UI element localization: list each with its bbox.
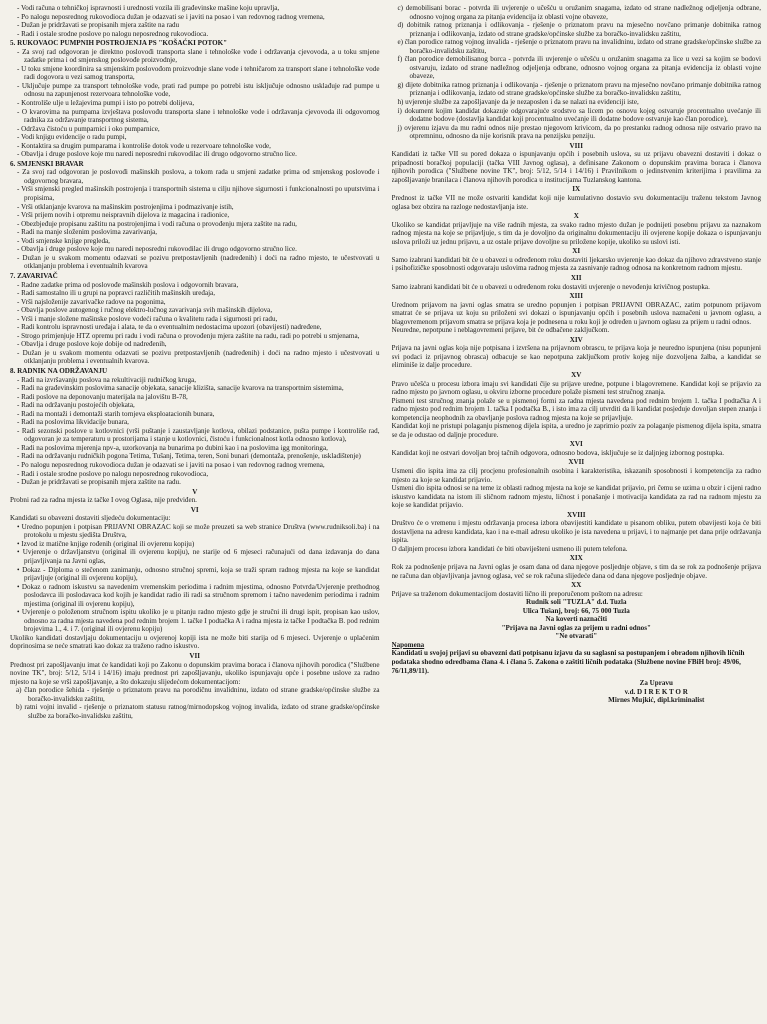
list-item: d) dobitnik ratnog priznanja i odlikovanja - rješenje o priznatom pravu na mjesečno novčano primanje dobitnika ratnog priznanja i odlikovanja, izdato od strane gradske/općinske službe za boračko-invalidsku zaštitu,	[397, 21, 761, 38]
address-line: Rudnik soli "TUZLA" d.d. Tuzla	[525, 598, 627, 607]
list-item: - Vodi računa o tehničkoj ispravnosti i urednosti vozila ili građevinske mašine koju upravlja,	[17, 4, 280, 12]
list-item: - Uključuje pumpe za transport tehnološke vode, prati rad pumpe po potrebi istu isključuje odnosno usklađuje rad pumpe u odnosu na zapunjenost rezervoara tehnološke vode,	[17, 81, 380, 99]
list-item: a) član porodice šehida - rješenje o priznatom pravu na porodičnu invalidninu, izdato od strane gradske/općinske službe za boračko-invalidsku zaštitu,	[16, 686, 380, 703]
list-item: - Vodi smjenske knjige pregleda,	[17, 236, 110, 245]
list-item: - Održava čistoću u pumparnici i oko pumparnice,	[17, 124, 160, 133]
list-item: • Izvod iz matične knjige rođenih (original ili ovjerenu kopiju)	[17, 539, 195, 548]
roman-numeral-heading: VI	[190, 505, 199, 514]
list-item: - Radne zadatke prima od poslovođe mašinskih poslova i odgovornih bravara,	[17, 280, 239, 289]
list-item: • Dokaz o radnom iskustvu sa navedenim vremenskim periodima i radnim mjestima, odnosno Potvrda/Uvjerenje prethodnog poslodavca ili poslodavaca kod kojih je kandidat radio ili radi sa stručnom spremom i tačno navedenim periodima i radnim mjestima (original ili ovjerenu kopiju),	[17, 582, 380, 608]
list-item: - Radi sezonski poslove u kotlovnici (vrši puštanje i zaustavljanje kotlova, obilazi podstanice, pušta pumpe i kontroliše rad, odgovoran je za temperaturu u prostorijama i stanje u kotlovnici, čistoću i funkcionalnost kotla odnosno kotlova),	[17, 426, 380, 444]
roman-numeral-heading: XIV	[569, 335, 583, 344]
address-line: Na koverti naznačiti	[545, 615, 607, 624]
paragraph: Kandidat koji ne ostvari dovoljan broj tačnih odgovora, odnosno bodova, isključuje se iz daljnjeg izbornog postupka.	[391, 448, 725, 457]
roman-numeral-heading: XVIII	[566, 510, 586, 519]
section-heading: 7. ZAVARIVAČ	[10, 271, 58, 280]
list-item: - Radi kontrolu ispravnosti uređaja i alata, te da o eventualnim nedostacima upozori (obavijesti) nadređene,	[17, 323, 322, 332]
list-item: - Kontroliše ulje u ležajevima pumpi i isto po potrebi dolijeva,	[17, 99, 195, 108]
paragraph: Urednom prijavom na javni oglas smatra se uredno popunjen i potpisan PRIJAVNI OBRAZAC, zatim potpunom prijavom smatrat će se prijava uz koju su priloženi svi dokazi o ispunjavanju općih i posebnih uslova naznačeni u javnom oglasu, a blagovremenom prijavom smatra se prijava koja je podnesena u roku koji je određen u javnom oglasu za prijem u radni odnos.	[391, 300, 761, 326]
roman-numeral-heading: XIX	[569, 554, 583, 563]
list-item: - Dužan je pridržavati se propisanih mjera zaštite na radu	[17, 21, 180, 30]
list-item: - Dužan je u svakom momentu odazvati se pozivu pretpostavljenih (nadređenih) i doći na radno mjesto i učestvovati u otklanjanju problema i eventualnih kvarova.	[17, 348, 380, 366]
roman-numeral-heading: V	[192, 487, 198, 496]
paragraph: Samo izabrani kandidati bit će u obavezi u određenom roku dostaviti uvjerenje o nevođenju krivičnog postupka.	[391, 282, 710, 291]
paragraph: Prijave sa traženom dokumentacijom dostaviti lično ili preporučenom poštom na adresu:	[391, 589, 643, 598]
list-item: - Obavlja i druge poslove koje dobije od nadređenih,	[17, 340, 167, 349]
paragraph: Probni rad za radna mjesta iz tačke I ovog Oglasa, nije predviđen.	[10, 496, 197, 505]
list-item: - Radi poslove na deponovanju materijala na jalovištu B-78,	[17, 392, 188, 401]
paragraph: Pismeni test stručnog znanja polaže se u pismenoj formi za radna mjesta navedena pod rednim brojem 1. tačka I podtačka A i radno mjesto pod rednim brojem 1. tačka I podtačka B., i isto ima za cilj utvrditi da li kandidat posjeduje dovoljan stepen znanja i kompetencija neophodnih za obavljanje poslova radnog mjesta na koje se prijavljuje.	[391, 396, 761, 422]
paragraph: O daljnjem procesu izbora kandidati će biti obaviješteni usmeno ili putem telefona.	[391, 544, 628, 553]
paragraph: Kandidat koji ne pristupi polaganju pismenog dijela ispita, a uredno je zaprimio poziv za polaganje pismenog dijela ispita, smatra se da je odustao od daljnje procedure.	[391, 422, 761, 439]
left-column	[10, 4, 380, 1024]
list-item: - Po nalogu neposrednog rukovodioca dužan je odazvati se i javiti na posao i van redovnog radnog vremena,	[17, 12, 325, 21]
note-text: Kandidati u svojoj prijavi su obavezni dati potpisanu izjavu da su saglasni sa postupanjem i obradom njihovih ličnih podataka shodno odredbama člana 4. i člana 5. Zakona o zaštiti ličnih podataka (Službene novine FBiH broj: 49/06, 76/11,89/11).	[391, 649, 745, 675]
note-heading: Napomena	[391, 640, 425, 649]
list-item: - Radi i ostale srodne poslove po nalogu neposrednog rukovodioca,	[17, 469, 209, 478]
list-item: - Za svoj rad odgovoran je direktno poslovođi transporta slane i tehnološke vode i održavanja cjevovoda, a u toku smjene zadatke prima i od smjenskog poslovođe proizvodnje,	[17, 47, 380, 65]
list-item: h) uvjerenje službe za zapošljavanje da je nezaposlen i da se nalazi na evidenciji iste,	[397, 98, 639, 107]
list-item: - Radi na građevinskim poslovima sanacije objekata, sanacije klizišta, sanacije kvarova na transportnim sistemima,	[17, 384, 344, 393]
list-item: - Radi na montaži i demontaži starih tornjeva eksploatacionih bunara,	[17, 409, 215, 418]
section-heading: 5. RUKOVAOC PUMPNIH POSTROJENJA PS "KOŠAĆKI POTOK"	[10, 39, 228, 48]
roman-numeral-heading: XX	[571, 581, 582, 590]
signature-line: Za Upravu	[639, 679, 673, 688]
list-item: j) ovjerenu izjavu da mu radni odnos nije prestao njegovom krivicom, da po prestanku radnog odnosa nije ostvario pravo na otpremninu, odnosno da nije korisnik prava na penzijsku penziju.	[397, 123, 761, 141]
address-line: Ulica Tušanj, broj: 66, 75 000 Tuzla	[522, 606, 630, 615]
list-item: • Dokaz - Diploma o stečenom zanimanju, odnosno stručnoj spremi, koja se traži spram radnog mjesta na koje se kandidat prijavljuje (original ili ovjerenu kopiju),	[17, 565, 380, 583]
right-column-body	[392, 4, 762, 675]
list-item: - Radi i ostale srodne poslove po nalogu neposrednog rukovodioca.	[17, 29, 209, 38]
roman-numeral-heading: XVI	[569, 440, 583, 449]
roman-numeral-heading: XV	[571, 370, 582, 379]
list-item: • Uvjerenje o položenom stručnom ispitu ukoliko je u pitanju radno mjesto gdje je stručni ili drugi ispit, propisan kao uslov, odnosno za radna mjesta navedena pod rednim brojem 1. tačke I podtačka A i radna mjesta iz tačke I podtačka B. pod rednim brojevima 1., 4. i 7. (original ili ovjerenu kopiju)	[17, 608, 380, 634]
signature-title: v.d. D I R E K T O R	[624, 687, 688, 696]
paragraph: Prednost iz tačke VII ne može ostvariti kandidat koji nije kumulativno dostavio svu dokumentaciju traženu tekstom Javnog oglasa bez obzira na razloge nedostavljanja iste.	[391, 194, 761, 211]
address-line: "Ne otvarati"	[555, 632, 598, 641]
list-item: - Radi na poslovima mjerenja npv-a, uzorkovanja na bunarima po dubini kao i na poslovima igg monitoringa,	[17, 443, 328, 452]
roman-numeral-heading: IX	[572, 185, 581, 194]
list-item: - Radi na održavanju postojećih objekata,	[17, 401, 135, 410]
list-item: - Dužan je pridržavati se propisanih mjera zaštite na radu.	[17, 478, 181, 487]
paragraph: Rok za podnošenje prijava na Javni oglas je osam dana od dana njegove posljednje objave, s tim da se rok za podnošenje prijava ne računa dan objavljivanja javnog oglasa, već se rok računa slijedeće dana od dana njegove posljednje objave.	[391, 563, 761, 580]
list-item: - Radi na održavanju rudničkih pogona Tetima, Tušanj, Tetima, teren, Soni bunari (demontaža, prenošenje, uskladištenje)	[17, 452, 361, 461]
list-item: g) dijete dobitnika ratnog priznanja i odlikovanja - rješenje o priznatom pravu na mjesečno novčano primanje dobitnika ratnog priznanja i odlikovanja, izdato od strane gradske/općinske službe za boračko-invalidsku zaštitu,	[397, 80, 761, 98]
paragraph: Ukoliko se kandidat prijavljuje na više radnih mjesta, za svako radno mjesto dužan je podnijeti posebnu prijavu za naznakom radnog mjesta na koje se prijavljuje, s tim da je dovoljno da originalnu dokumentaciju ili ovjerene kopije dokaza o ispunjavanju uslova priloži uz jednu prijavu, a uz ostale prijave dovoljne su priložene kopije, ukoliko su uslovi isti.	[391, 220, 761, 246]
list-item: i) dokument kojim kandidat dokazuje odgovarajuće srodstvo sa licem po osnovu kojeg ostvaruje procentualno uvećanje ili dodatne bodove (dostavlja kandidat koji procentualno uvećanje ili dodatne bodove ostvaruje kao član porodice),	[397, 106, 761, 124]
list-item: e) član porodice ratnog vojnog invalida - rješenje o priznatom pravu na invalidninu, izdato od strane gradske/općinske službe za boračko-invalidsku zaštitu,	[397, 38, 761, 55]
signature-block	[552, 679, 762, 705]
list-item: • Uvjerenje o državljanstvu (original ili ovjerenu kopiju), ne starije od 6 mjeseci računajući od dana izdavanja do dana prijavljivanja na Javni oglas,	[17, 548, 380, 565]
paragraph: Društvo će o vremenu i mjestu održavanja procesa izbora obavijestiti kandidate u pisanom obliku, putem obavijesti koja će biti dostavljena na adresu kandidata, kao i na e-mail adresu ukoliko je ista navedena u prijavi, i to najmanje pet dana prije održavanja ispita.	[391, 519, 761, 545]
list-item: - Radi samostalno ili u grupi na popravci različitih mašinskih uređaja,	[17, 289, 215, 298]
paragraph: Prednost pri zapošljavanju imat će kandidati koji po Zakonu o dopunskim pravima boraca i članova njihovih porodica ("Službene novine TK", broj: 5/12, 5/14 i 14/16) imaju prednost pri zapošljavanju, ukoliko ispunjavaju opće i posebne uslove za radno mjesto na koje se vrši zapošljavanje, a što dokazuju slijedećom dokumentacijom:	[10, 660, 380, 686]
list-item: - O kvarovima na pumpama izvještava poslovođu transporta slane i tehnološke vode i održavanja cjevovoda ili odgovornog radnika za održavanje transportnog sistema,	[17, 107, 380, 125]
section-heading: 8. RADNIK NA ODRŽAVANJU	[10, 366, 108, 375]
list-item: - Vrši i manje složene mašinske poslove vodeći računa o kvalitetu rada i sigurnosti pri radu,	[17, 314, 278, 323]
roman-numeral-heading: XVII	[568, 458, 585, 467]
list-item: - U toku smjene koordinira sa smjenskim poslovođom proizvodnje slane vode i tehničarom za transport slane i tehnološke vode radi dogovora u vezi samog transporta,	[17, 64, 380, 82]
roman-numeral-heading: VII	[189, 652, 201, 661]
right-column	[392, 4, 762, 1024]
list-item: c) demobilisani borac - potvrda ili uvjerenje o učešću u oružanim snagama, izdato od strane nadležnog odjeljenja odbrane, odnosno vojnog organa za pitanja evidencija iz oblasti vojne obaveze,	[397, 4, 761, 21]
list-item: - Radi na poslovima likvidacije bunara,	[17, 418, 129, 427]
roman-numeral-heading: XIII	[569, 292, 583, 301]
list-item: - Za svoj rad odgovoran je poslovođi mašinskih poslova, a tokom rada u smjeni zadatke prima od smjenskog poslovođe i odgovornog bravara,	[17, 168, 380, 185]
list-item: f) član porodice demobilisanog borca - potvrda ili uvjerenje o učešću u oružanim snagama za lice u vezi sa kojim se bodovi ostvaruju, izdato od strane nadležnog odjeljenja odbrane, odnosno vojnog organa za pitanja evidencija iz oblasti vojne obaveze,	[397, 55, 761, 81]
paragraph: Prijava na javni oglas koja nije potpisana i izvršena na prijavnom obrascu, te prijava koja je neuredno ispunjena (nisu popunjeni svi podaci iz prijavnog obrasca) odbacuje se kao nepotpuna zaključkom protiv kojeg nije dozvoljena žalba, a kandidat se eliminiše iz dalje procedure.	[391, 344, 761, 370]
paragraph: Kandidati iz tačke VII su pored dokaza o ispunjavanju općih i posebnih uslova, su uz prijavu obavezni dostaviti i dokaz o pripadnosti boračkoj populaciji (tačka VIII Javnog oglasa), a definisane Zakonom o dopunskim pravima boraca i članova njihovih porodica ("Službene novine TK", broj: 5/12, 5/14 i 14/16) i Pravilnikom o jedinstvenim kriterijima i pravilima za zapošljavanje branilaca i članova njihovih porodica u institucijama Tuzlanskog kantona.	[391, 150, 761, 184]
roman-numeral-heading: X	[573, 212, 579, 221]
list-item: • Uredno popunjen i potpisan PRIJAVNI OBRAZAC koji se može preuzeti sa web stranice Društva (www.rudniksoli.ba) i na protokolu u mjestu sjedišta Društva,	[17, 522, 380, 540]
list-item: - Dužan je u svakom momentu odazvati se pozivu pretpostavljenih (nadređenih) i doći na radno mjesto, te učestvovati u otklanjanju problema i eventualnih kvarova	[17, 253, 380, 271]
paragraph: Samo izabrani kandidati bit će u obavezi u određenom roku dostaviti ljekarsko uvjerenje kao dokaz da njihovo zdravstveno stanje i psihofizičke sposobnosti odgovaraju uslovima radnog mjesta za zasnivanje radnog odnosa na konkretnom radnom mjestu.	[391, 255, 761, 273]
list-item: - Vrši najsloženije zavarivačke radove na pogonima,	[17, 297, 166, 306]
roman-numeral-heading: XI	[572, 247, 581, 256]
list-item: - Vrši smjenski pregled mašinskih postrojenja i transportnih sistema u cilju njihove sigurnosti i funkcionalnosti po uputstvima i propisima,	[17, 185, 380, 203]
section-heading: 6. SMJENSKI BRAVAR	[10, 159, 84, 168]
paragraph: Ukoliko kandidati dostavljaju dokumentaciju u ovjerenoj kopiji ista ne može biti starija od 6 mjeseci. Uvjerenje o uplaćenim doprinosima se neće smatrati kao dokaz za traženo radno iskustvo.	[10, 633, 380, 651]
list-item: b) ratni vojni invalid - rješenje o priznatom statusu ratnog/mirnodopskog vojnog invalida, izdato od strane gradske/općinske službe za boračko-invalidsku zaštitu,	[16, 703, 380, 720]
address-line: "Prijava na Javni oglas za prijem u radni odnos"	[501, 623, 651, 632]
list-item: - Vrši prijem novih i otpremu neispravnih dijelova iz magacina i radionice,	[17, 211, 230, 220]
list-item: - Obavlja i druge poslove koje mu naredi neposredni rukovodilac ili drugo odgovorno stručno lice.	[17, 245, 297, 254]
list-item: - Obavlja i druge poslove koje mu naredi neposredni rukovodilac ili drugo odgovorno stručno lice.	[17, 150, 297, 159]
paragraph: Usmeni dio ispita ima za cilj procjenu profesionalnih osobina i karakteristika, iskazanih sposobnosti i kompetencija za radno mjesto za koje se kandidat prijavio.	[391, 466, 761, 484]
roman-numeral-heading: VIII	[569, 141, 583, 150]
list-item: - Obavlja poslove autogenog i ručnog elektro-lučnog zavarivanja svih mašinskih dijelova,	[17, 306, 273, 315]
signature-name: Mirnes Mujkić, dipl.kriminalist	[608, 696, 705, 705]
list-item: - Po nalogu neposrednog rukovodioca dužan je odazvati se i javiti na posao i van redovnog radnog vremena,	[17, 460, 325, 469]
list-item: - Obezbjeđuje propisanu zaštitu na postrojenjima i vodi računa o provođenju mjera zaštite na radu,	[17, 219, 297, 228]
roman-numeral-heading: XII	[570, 273, 582, 282]
list-item: - Radi na izvršavanju poslova na rekultivaciji rudničkog kruga,	[17, 375, 197, 384]
list-item: - Radi na manje složenim poslovima zavarivanja,	[17, 228, 158, 237]
list-item: - Kontaktira sa drugim pumparama i kontroliše dotok vode u rezervoare tehnološke vode,	[17, 141, 271, 150]
paragraph: Kandidati su obavezni dostaviti sljedeću dokumentaciju:	[10, 514, 171, 523]
list-item: - Strogo primjenjuje HTZ opremu pri radu i vodi računa o provođenju mjera zaštite na radu, radi po potrebi u smjenama,	[17, 331, 360, 340]
list-item: - Vodi knjigu evidencije o radu pumpi,	[17, 133, 127, 142]
paragraph: Usmeni dio ispita odnosi se na teme iz oblasti radnog mjesta na koje se kandidat prijavio, pri čemu se uzima u obzir i cijeni radno iskustvo kandidata na istom ili sličnom radnom mjestu, ličnost i ponašanje i motivacija kandidata za rad na radnom mjestu za koje se kandidat prijavio.	[391, 484, 761, 510]
paragraph: Neuredne, nepotpune i neblagovremeni prijave, bit će odbačene zaključkom.	[391, 326, 610, 335]
list-item: - Vrši otklanjanje kvarova na mašinskim postrojenjima i podmazivanje istih,	[17, 202, 234, 211]
paragraph: Pravo učešća u procesu izbora imaju svi kandidati čije su prijave uredne, potpune i blagovremene. Kandidat koji se prijavio za radno mjesto po javnom oglasu, u okviru izborne procedure polaže pismeni test stručnog znanja.	[391, 379, 761, 397]
